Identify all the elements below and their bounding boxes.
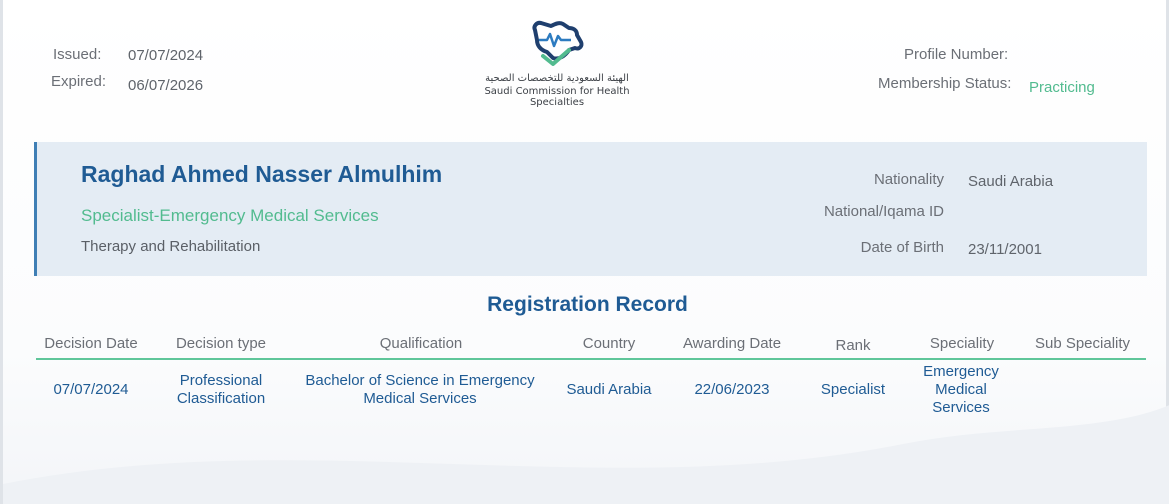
date-of-birth-value: 23/11/2001 — [968, 241, 1042, 258]
column-header-speciality: Speciality — [929, 335, 995, 352]
practitioner-department: Therapy and Rehabilitation — [81, 238, 261, 255]
column-header-sub-speciality: Sub Speciality — [1034, 335, 1131, 352]
column-header-rank: Rank — [835, 337, 871, 354]
column-header-qualification: Qualification — [379, 335, 463, 352]
nationality-label: Nationality — [873, 171, 944, 188]
cell-awarding-date: 22/06/2023 — [694, 381, 770, 398]
issued-value: 07/07/2024 — [128, 47, 204, 64]
logo-english-text: Saudi Commission for Health Specialties — [484, 86, 630, 108]
table-header-divider — [36, 358, 1146, 360]
national-id-label: National/Iqama ID — [823, 203, 944, 220]
membership-status-value: Practicing — [1029, 79, 1095, 96]
logo-arabic-text: الهيئة السعودية للتخصصات الصحية — [485, 73, 629, 84]
column-header-decision-date: Decision Date — [44, 335, 138, 352]
issued-label: Issued: — [53, 46, 102, 63]
column-header-awarding-date: Awarding Date — [682, 335, 782, 352]
column-header-decision-type: Decision type — [175, 335, 267, 352]
practitioner-title: Specialist-Emergency Medical Services — [81, 206, 379, 225]
column-header-country: Country — [582, 335, 636, 352]
expired-value: 06/07/2026 — [128, 77, 204, 94]
scfhs-emblem-icon — [529, 20, 585, 66]
registration-record-title: Registration Record — [487, 293, 688, 316]
cell-country: Saudi Arabia — [566, 381, 652, 398]
cell-decision-type: Professional Classification — [176, 372, 266, 407]
practitioner-name: Raghad Ahmed Nasser Almulhim — [81, 161, 443, 187]
expired-label: Expired: — [51, 73, 107, 90]
cell-rank: Specialist — [820, 381, 886, 398]
cell-decision-date: 07/07/2024 — [53, 381, 129, 398]
profile-band — [34, 142, 1147, 276]
cell-speciality: Emergency Medical Services — [923, 363, 999, 416]
cell-qualification: Bachelor of Science in Emergency Medical Services — [305, 372, 535, 407]
date-of-birth-label: Date of Birth — [860, 239, 944, 256]
membership-status-label: Membership Status: — [878, 75, 1012, 92]
nationality-value: Saudi Arabia — [968, 173, 1054, 190]
scfhs-logo — [469, 20, 645, 108]
profile-number-label: Profile Number: — [904, 46, 1009, 63]
